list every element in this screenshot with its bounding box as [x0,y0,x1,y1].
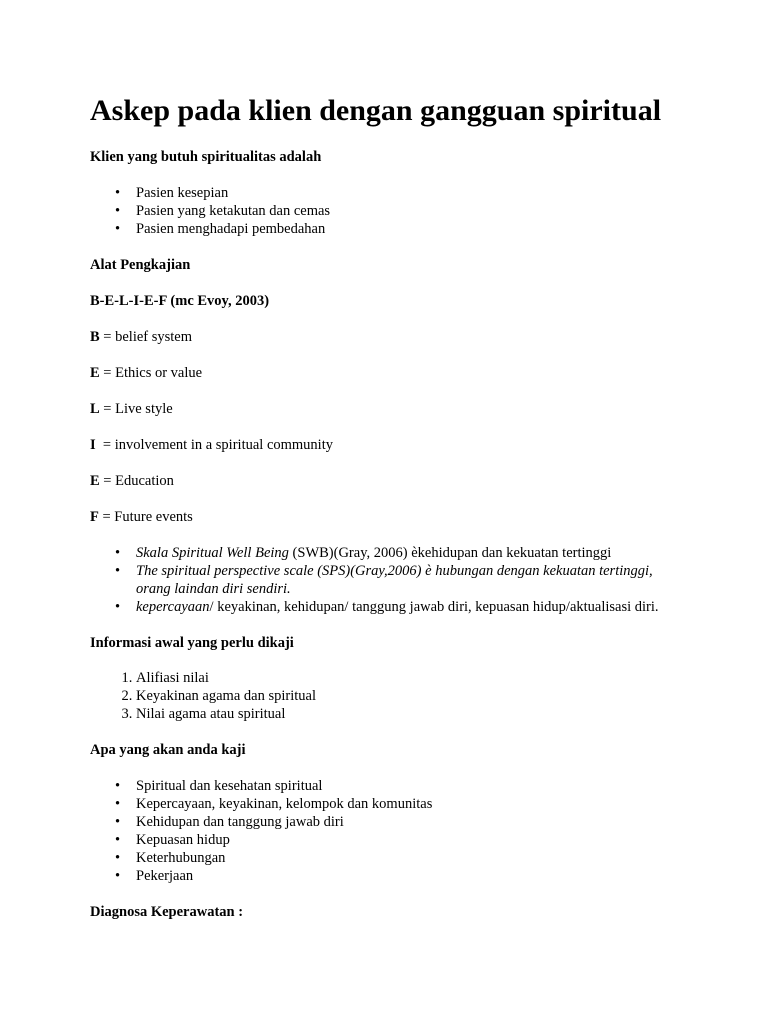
section-heading-alat: Alat Pengkajian [90,257,191,273]
list-item: • Spiritual dan kesehatan spiritual [136,777,730,795]
belief-letter: E [90,473,100,489]
list-item [136,562,730,598]
belief-line-e2 [90,472,730,490]
numbered-list-informasi [90,669,730,723]
belief-line-l [90,400,730,418]
belief-separator: = [99,329,116,345]
belief-text: Ethics or value [115,365,203,381]
belief-separator: = [99,401,116,417]
belief-line-f [90,508,730,526]
belief-text: Future events [114,509,193,525]
belief-letter: F [90,509,99,525]
list-item: • Pasien yang ketakutan dan cemas [136,202,730,220]
section-heading-kaji: Apa yang akan anda kaji [90,742,246,758]
list-item: 3. Nilai agama atau spiritual [136,705,730,723]
belief-letter: B [90,329,100,345]
scale-name-kepercayaan: kepercayaan [136,599,210,615]
bullet-list-klien [90,184,730,238]
belief-text: involvement in a spiritual community [114,437,333,453]
belief-separator: = [99,473,116,489]
belief-letter: I [90,437,96,453]
list-item: • Kepercayaan, keyakinan, kelompok dan komunitas [136,795,730,813]
belief-line-i [90,436,730,454]
list-item [136,544,730,562]
list-item: • Pasien menghadapi pembedahan [136,220,730,238]
scale-desc-kepercayaan: / keyakinan, kehidupan/ tanggung jawab diri, kepuasan hidup/aktualisasi diri. [209,599,659,615]
section-heading-belief: B-E-L-I-E-F (mc Evoy, 2003) [90,293,270,309]
document-page [90,92,730,921]
belief-separator: = [95,437,115,453]
belief-letter: L [90,401,100,417]
scale-name-swb: Skala Spiritual Well Being [136,545,289,561]
belief-text: Education [115,473,174,489]
list-item: • Pekerjaan [136,867,730,885]
bullet-list-scales [90,544,730,616]
belief-separator: = [98,509,115,525]
scale-desc-sps-line2: orang laindan diri sendiri. [136,581,291,597]
list-item: • Keterhubungan [136,849,730,867]
belief-line-e [90,364,730,382]
section-heading-klien: Klien yang butuh spiritualitas adalah [90,149,322,165]
scale-desc-swb: (SWB)(Gray, 2006) èkehidupan dan kekuatan tertinggi [288,545,612,561]
section-heading-informasi: Informasi awal yang perlu dikaji [90,635,294,651]
bullet-list-kaji [90,777,730,885]
belief-separator: = [99,365,116,381]
belief-text: Live style [115,401,173,417]
document-title: Askep pada klien dengan gangguan spiritual [90,94,662,127]
list-item: • Kehidupan dan tanggung jawab diri [136,813,730,831]
list-item: 1. Alifiasi nilai [136,669,730,687]
list-item [136,598,730,616]
belief-letter: E [90,365,100,381]
belief-text: belief system [115,329,193,345]
list-item: • Kepuasan hidup [136,831,730,849]
scale-desc-sps-line1: The spiritual perspective scale (SPS)(Gray,2006) è hubungan dengan kekuatan tertinggi, [136,563,653,579]
section-heading-diagnosa: Diagnosa Keperawatan : [90,904,244,920]
list-item: 2. Keyakinan agama dan spiritual [136,687,730,705]
belief-line-b [90,328,730,346]
list-item: • Pasien kesepian [136,184,730,202]
